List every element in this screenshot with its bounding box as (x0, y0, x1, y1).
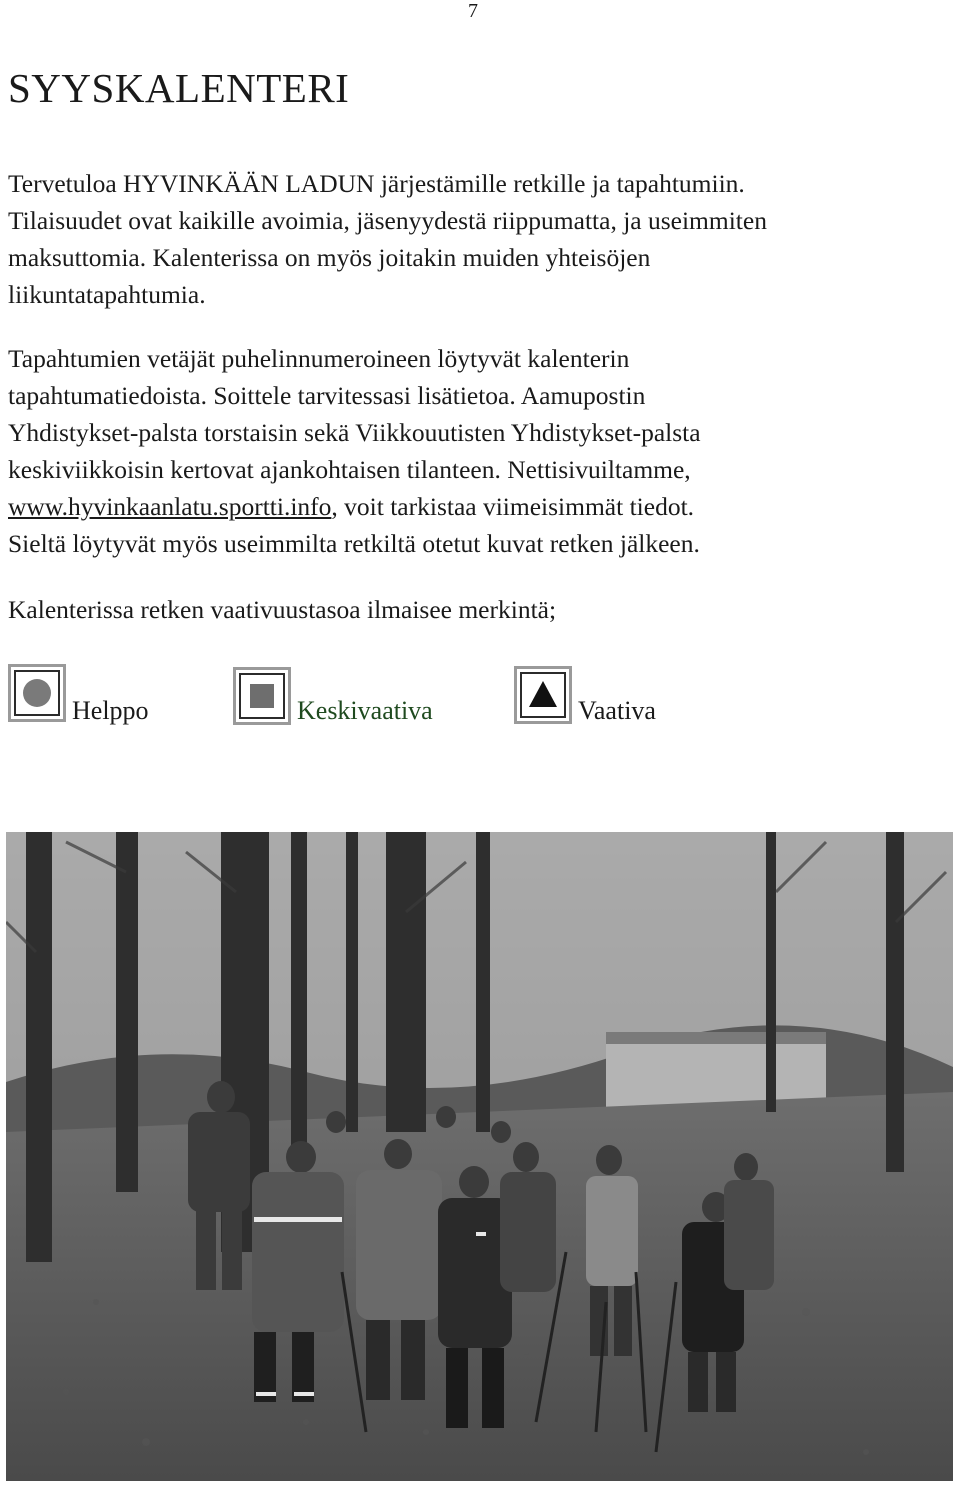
info-paragraph (8, 340, 953, 562)
intro-line: liikuntatapahtumia. (8, 280, 206, 309)
page-title: SYYSKALENTERI (8, 65, 350, 111)
info-line: Yhdistykset-palsta torstaisin sekä Viikkouutisten Yhdistykset-palsta (8, 418, 701, 447)
legend-label-medium: Keskivaativa (297, 696, 433, 725)
medium-level-marker (233, 667, 291, 725)
hard-level-marker (514, 666, 572, 724)
intro-line: Tilaisuudet ovat kaikille avoimia, jäsenyydestä riippumatta, ja useimmiten (8, 206, 767, 235)
page-number: 7 (468, 0, 478, 22)
easy-level-marker (8, 664, 66, 722)
info-line-with-link (8, 488, 953, 525)
legend-intro: Kalenterissa retken vaativuustasoa ilmaisee merkintä; (8, 595, 557, 624)
circle-icon (11, 667, 63, 719)
website-link[interactable]: www.hyvinkaanlatu.sportti.info (8, 492, 332, 521)
legend-label-hard: Vaativa (578, 696, 656, 725)
intro-paragraph (8, 165, 953, 313)
info-line: Tapahtumien vetäjät puhelinnumeroineen löytyvät kalenterin (8, 344, 630, 373)
legend-label-easy: Helppo (72, 696, 149, 725)
intro-line: maksuttomia. Kalenterissa on myös joitakin muiden yhteisöjen (8, 243, 651, 272)
info-line: tapahtumatiedoista. Soittele tarvitessasi lisätietoa. Aamupostin (8, 381, 646, 410)
intro-line: Tervetuloa HYVINKÄÄN LADUN järjestämille retkille ja tapahtumiin. (8, 169, 745, 198)
triangle-icon (517, 669, 569, 721)
group-hike-photo (6, 832, 953, 1481)
info-line-rest: , voit tarkistaa viimeisimmät tiedot. (331, 492, 695, 521)
info-line: keskiviikkoisin kertovat ajankohtaisen tilanteen. Nettisivuiltamme, (8, 455, 691, 484)
square-icon (236, 670, 288, 722)
info-line: Sieltä löytyvät myös useimmilta retkiltä otetut kuvat retken jälkeen. (8, 529, 700, 558)
